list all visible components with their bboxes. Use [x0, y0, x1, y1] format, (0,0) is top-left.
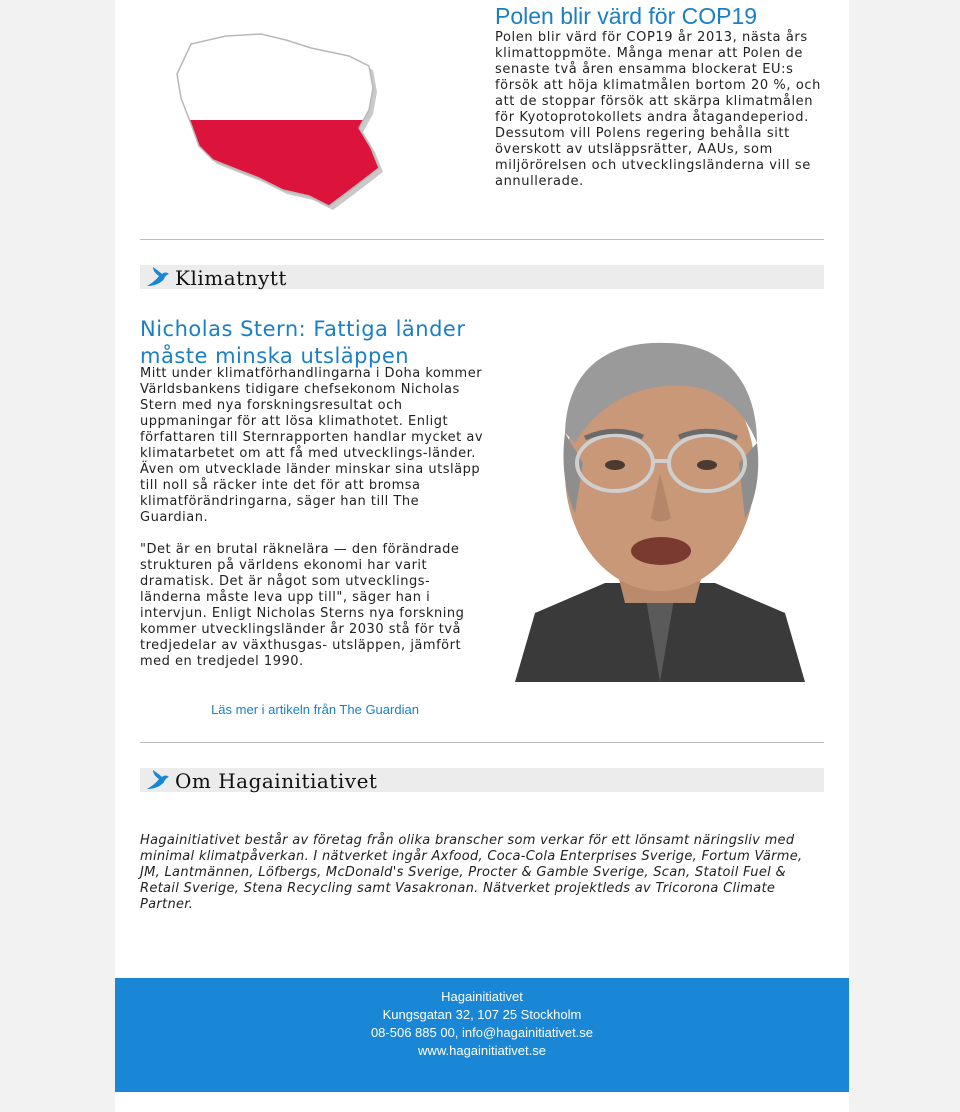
poland-flag-map-icon [121, 28, 387, 210]
about-body: Hagainitiativet består av företag från olika branscher som verkar för ett lönsamt näringsliv med minimal klimatpåverkan. I nätverket ingår Axfood, Coca-Cola Enterprises Sverige, Fortum Värme, JM, Lantmännen, Löfbergs, McDonald's Sverige, Procter & Gamble Sverige, Scan, Statoil Fuel & Retail Sverige, Stena Recycling samt Vasakronan. Nätverket projektleds av Tricorona Climate Partner. [140, 833, 803, 912]
section-heading: Klimatnytt [175, 266, 287, 290]
article-paragraph: Mitt under klimatförhandlingarna i Doha kommer Världsbankens tidigare chefsekonom Nicholas Stern med nya forskningsresultat och uppmaningar för att lösa klimathotet. Enligt författaren till Sternrapporten handlar mycket av klimatarbetet om att få med utvecklings-länder. Även om utvecklade länder minskar sina utsläpp till noll så räcker inte det för att bromsa klimatförändringarna, säger han till The Guardian. [140, 366, 484, 525]
section-body-cop19: Polen blir värd för COP19 år 2013, nästa års klimattoppmöte. Många menar att Polen de senaste två åren ensamma blockerat EU:s försök att höja klimatmålen bortom 20 %, och att de stoppar försök att skärpa klimatmålen för Kyotoprotokollets andra åtagandeperiod. Dessutom vill Polens regering behålla sitt överskott av utsläppsrätter, AAUs, som miljörörelsen och utvecklingsländerna vill se annullerade. [495, 30, 821, 189]
footer-org: Hagainitiativet [441, 989, 523, 1004]
newsletter-page [115, 0, 849, 1112]
footer-address: Kungsgatan 32, 107 25 Stockholm [382, 1007, 582, 1022]
footer-contact: 08-506 885 00, info@hagainitiativet.se [370, 1025, 594, 1040]
bird-icon [144, 769, 170, 791]
read-more-link[interactable]: Läs mer i artikeln från The Guardian [211, 702, 419, 717]
divider [140, 742, 824, 743]
article-paragraph: "Det är en brutal räknelära — den förändrade strukturen på världens ekonomi har varit dramatisk. Det är något som utvecklings-länderna måste leva upp till", säger han i intervjun. Enligt Nicholas Sterns nya forskning kommer utvecklingsländer år 2030 stå för två tredjedelar av växthusgas- utsläppen, jämfört med en tredjedel 1990. [140, 542, 465, 669]
article-body [140, 366, 490, 686]
section-title-cop19: Polen blir värd för COP19 [495, 3, 758, 29]
footer-website-link[interactable]: www.hagainitiativet.se [418, 1043, 546, 1058]
bird-icon [144, 266, 170, 288]
section-header-about [140, 768, 824, 792]
article-title: Nicholas Stern: Fattiga länder måste minska utsläppen [140, 317, 466, 368]
section-header-klimatnytt [140, 265, 824, 289]
section-heading: Om Hagainitiativet [175, 769, 378, 793]
divider [140, 239, 824, 240]
nicholas-stern-portrait [495, 313, 824, 682]
footer [115, 978, 849, 1092]
